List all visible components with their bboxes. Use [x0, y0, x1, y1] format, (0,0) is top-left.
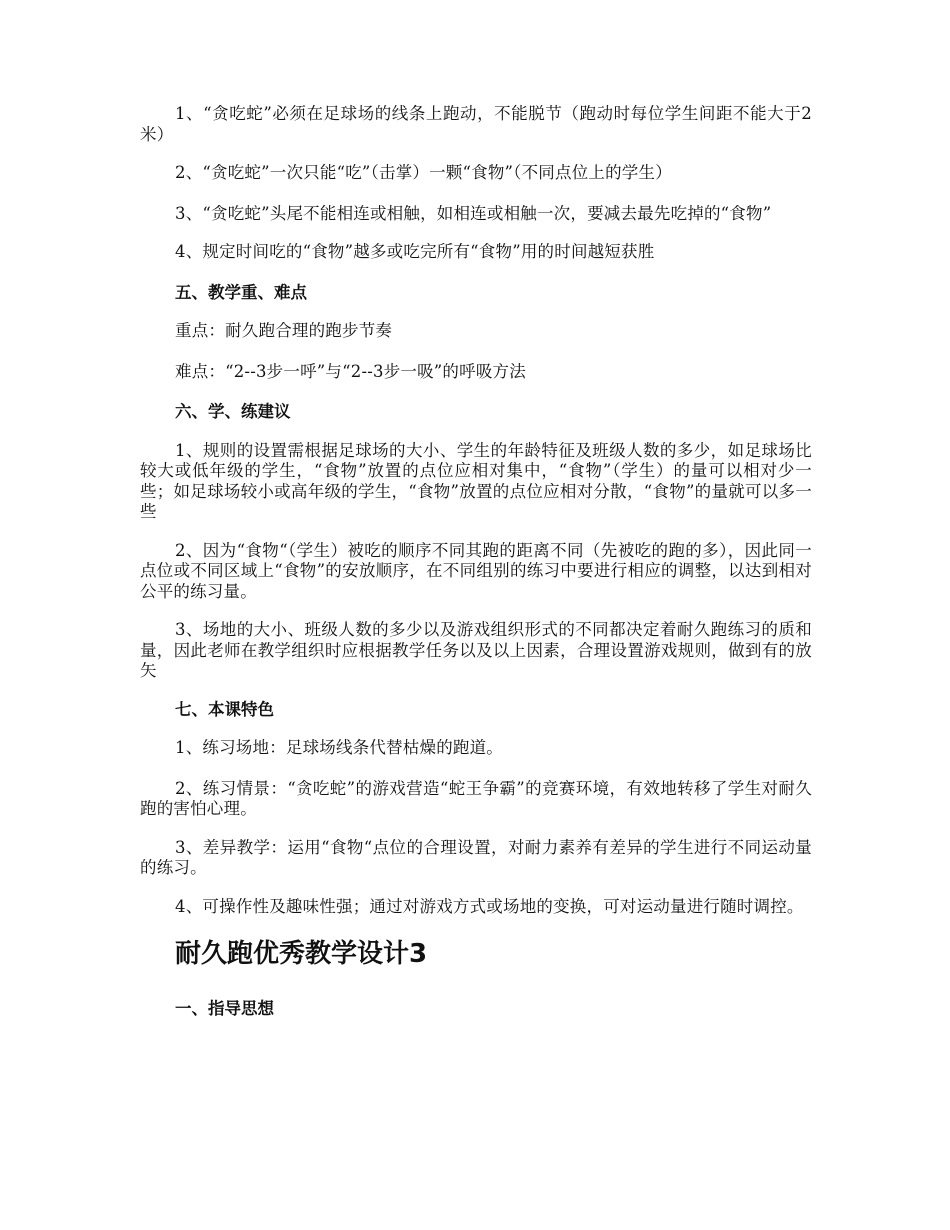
section-title: 耐久跑优秀教学设计3	[175, 939, 428, 969]
document-page	[140, 104, 812, 1038]
feature-2-paragraph: 2、练习情景：“贪吃蛇”的游戏营造“蛇王争霸”的竞赛环境，有效地转移了学生对耐久跑的害怕心理。	[140, 778, 812, 818]
rule-1-paragraph: 1、“贪吃蛇”必须在足球场的线条上跑动，不能脱节（跑动时每位学生间距不能大于2米）	[140, 104, 812, 144]
suggestion-3-paragraph: 3、场地的大小、班级人数的多少以及游戏组织形式的不同都决定着耐久跑练习的质和量，因此老师在教学组织时应根据教学任务以及以上因素，合理设置游戏规则，做到有的放矢	[140, 620, 812, 680]
feature-1-paragraph: 1、练习场地：足球场线条代替枯燥的跑道。	[175, 738, 503, 757]
suggestion-2-paragraph: 2、因为“食物“（学生）被吃的顺序不同其跑的距离不同（先被吃的跑的多），因此同一点位或不同区域上“食物”的安放顺序，在不同组别的练习中要进行相应的调整，以达到相对公平的练习量。	[140, 540, 812, 601]
suggestion-1-paragraph: 1、规则的设置需根据足球场的大小、学生的年龄特征及班级人数的多少，如足球场比较大或低年级的学生，“食物”放置的点位应相对集中，“食物”（学生）的量可以相对少一些；如足球场较小或高年级的学生，“食物”放置的点位应相对分散，“食物”的量就可以多一些	[140, 440, 812, 521]
feature-4-paragraph: 4、可操作性及趣味性强；通过对游戏方式或场地的变换，可对运动量进行随时调控。	[175, 896, 804, 916]
key-point-paragraph: 重点：耐久跑合理的跑步节奏	[175, 321, 393, 340]
rule-2-paragraph: 2、“贪吃蛇”一次只能“吃”（击掌）一颗“食物”（不同点位上的学生）	[175, 163, 672, 182]
section-6-heading: 六、学、练建议	[175, 402, 291, 421]
difficult-point-paragraph: 难点：“2--3步一呼”与“2--3步一吸”的呼吸方法	[175, 361, 526, 381]
guiding-thought-heading: 一、指导思想	[175, 999, 274, 1018]
section-5-heading: 五、教学重、难点	[175, 282, 307, 302]
feature-3-paragraph: 3、差异教学：运用“食物“点位的合理设置，对耐力素养有差异的学生进行不同运动量的练习。	[140, 837, 812, 877]
rule-4-paragraph: 4、规定时间吃的“食物”越多或吃完所有“食物”用的时间越短获胜	[175, 242, 655, 261]
rule-3-paragraph: 3、“贪吃蛇”头尾不能相连或相触，如相连或相触一次，要减去最先吃掉的“食物”	[175, 203, 772, 223]
section-7-heading: 七、本课特色	[175, 699, 274, 719]
